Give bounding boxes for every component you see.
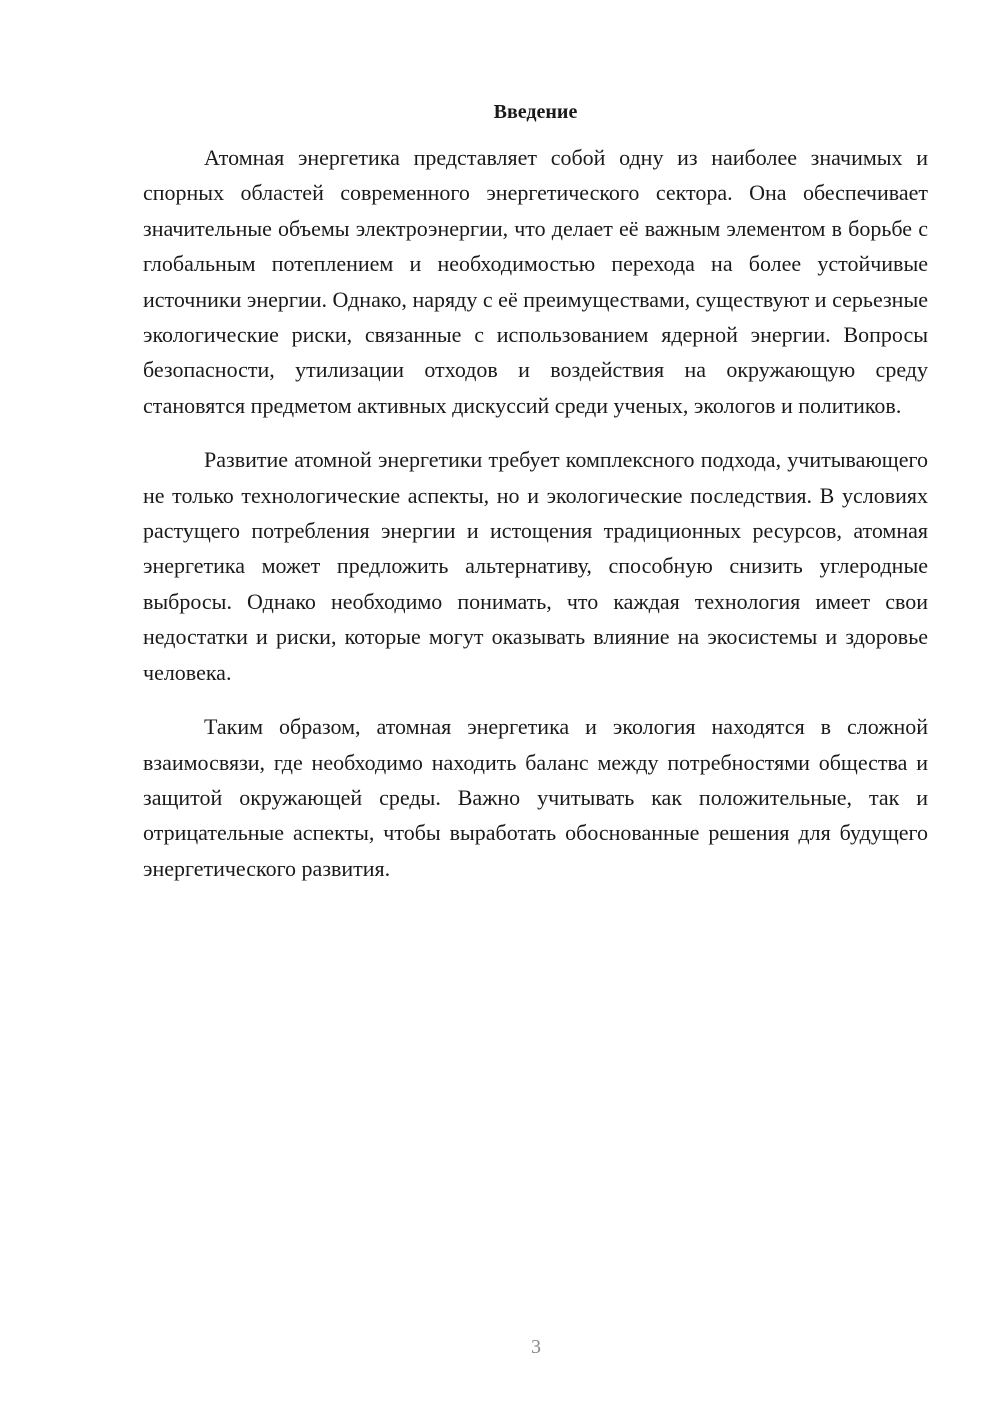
paragraph-3: Таким образом, атомная энергетика и экология находятся в сложной взаимосвязи, где необходимо находить баланс между потребностями общества и защитой окружающей среды. Важно учитывать как положительные, так и отрицательные аспекты, чтобы выработать обоснованные решения для будущего энергетического развития. (143, 714, 928, 881)
page-number: 3 (531, 1336, 541, 1358)
paragraph-2: Развитие атомной энергетики требует комплексного подхода, учитывающего не только технологические аспекты, но и экологические последствия. В условиях растущего потребления энергии и истощения традиционных ресурсов, атомная энергетика может предложить альтернативу, способную снизить углеродные выбросы. Однако необходимо понимать, что каждая технология имеет свои недостатки и риски, которые могут оказывать влияние на экосистемы и здоровье человека. (143, 447, 928, 685)
section-title: Введение (493, 101, 578, 123)
section-body (143, 140, 928, 905)
paragraph-1: Атомная энергетика представляет собой одну из наиболее значимых и спорных областей современного энергетического сектора. Она обеспечивает значительные объемы электроэнергии, что делает её важным элементом в борьбе с глобальным потеплением и необходимостью перехода на более устойчивые источники энергии. Однако, наряду с её преимуществами, существуют и серьезные экологические риски, связанные с использованием ядерной энергии. Вопросы безопасности, утилизации отходов и воздействия на окружающую среду становятся предметом активных дискуссий среди ученых, экологов и политиков. (143, 145, 928, 418)
